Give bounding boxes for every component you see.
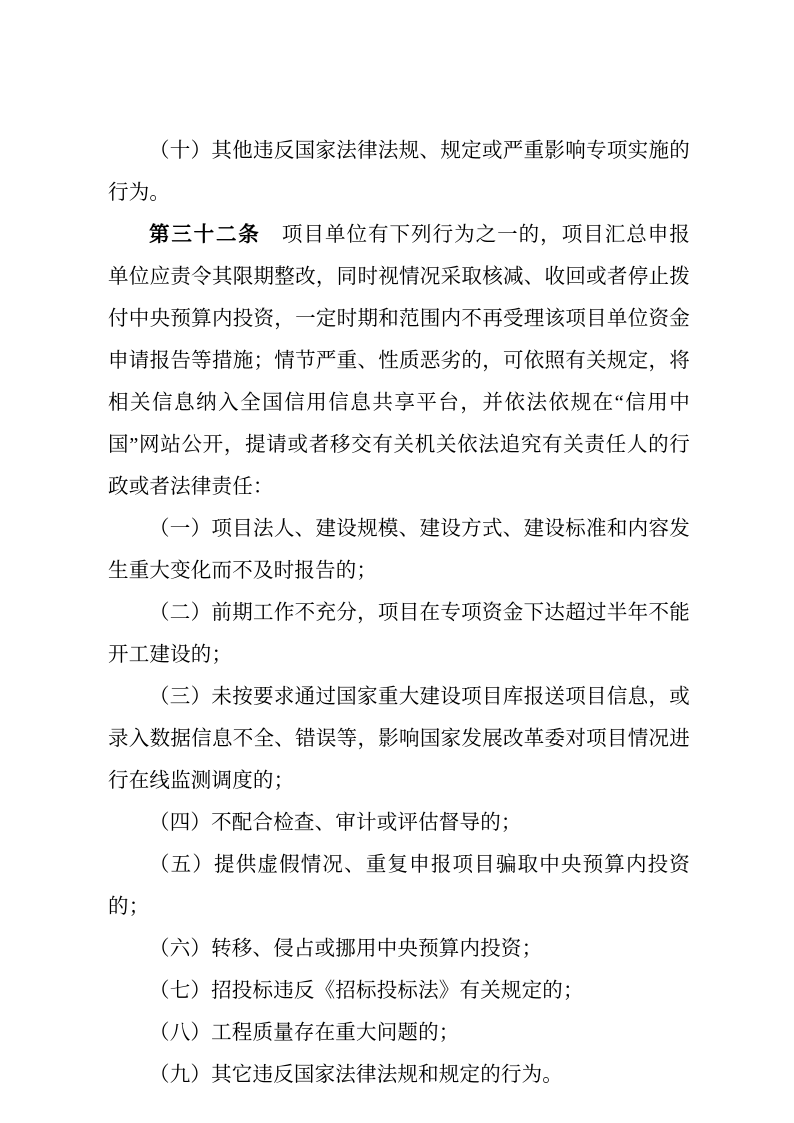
paragraph-item-7 <box>108 970 690 1012</box>
paragraph-item-1 <box>108 508 690 592</box>
article-label: 第三十二条 <box>149 224 261 246</box>
paragraph-item-10 <box>108 130 690 214</box>
paragraph-item-2 <box>108 592 690 676</box>
paragraph-item-4 <box>108 802 690 844</box>
paragraph-text: （四）不配合检查、审计或评估督导的； <box>149 812 522 834</box>
paragraph-text: （二）前期工作不充分，项目在专项资金下达超过半年不能开工建设的； <box>108 602 690 666</box>
paragraph-item-8 <box>108 1012 690 1054</box>
paragraph-item-3 <box>108 676 690 802</box>
paragraph-item-9 <box>108 1054 690 1096</box>
paragraph-text: （九）其它违反国家法律法规和规定的行为。 <box>149 1064 563 1086</box>
paragraph-text: （七）招投标违反《招标投标法》有关规定的； <box>149 980 584 1002</box>
document-body <box>108 130 690 1096</box>
paragraph-text: （六）转移、侵占或挪用中央预算内投资； <box>149 938 543 960</box>
paragraph-text: 项目单位有下列行为之一的，项目汇总申报单位应责令其限期整改，同时视情况采取核减、收回或者停止拨付中央预算内投资，一定时期和范围内不再受理该项目单位资金申请报告等措施；情节严重、性质恶劣的，可依照有关规定，将相关信息纳入全国信用信息共享平台，并依法依规在“信用中国”网站公开，提请或者移交有关机关依法追究有关责任人的行政或者法律责任： <box>108 224 690 498</box>
paragraph-item-5 <box>108 844 690 928</box>
paragraph-text: （三）未按要求通过国家重大建设项目库报送项目信息，或录入数据信息不全、错误等，影响国家发展改革委对项目情况进行在线监测调度的； <box>108 686 690 792</box>
paragraph-text: （十）其他违反国家法律法规、规定或严重影响专项实施的行为。 <box>108 140 690 204</box>
paragraph-item-6 <box>108 928 690 970</box>
paragraph-text: （八）工程质量存在重大问题的； <box>149 1022 460 1044</box>
paragraph-text: （一）项目法人、建设规模、建设方式、建设标准和内容发生重大变化而不及时报告的； <box>108 518 690 582</box>
paragraph-article-32 <box>108 214 690 508</box>
paragraph-text: （五）提供虚假情况、重复申报项目骗取中央预算内投资的； <box>108 854 690 918</box>
